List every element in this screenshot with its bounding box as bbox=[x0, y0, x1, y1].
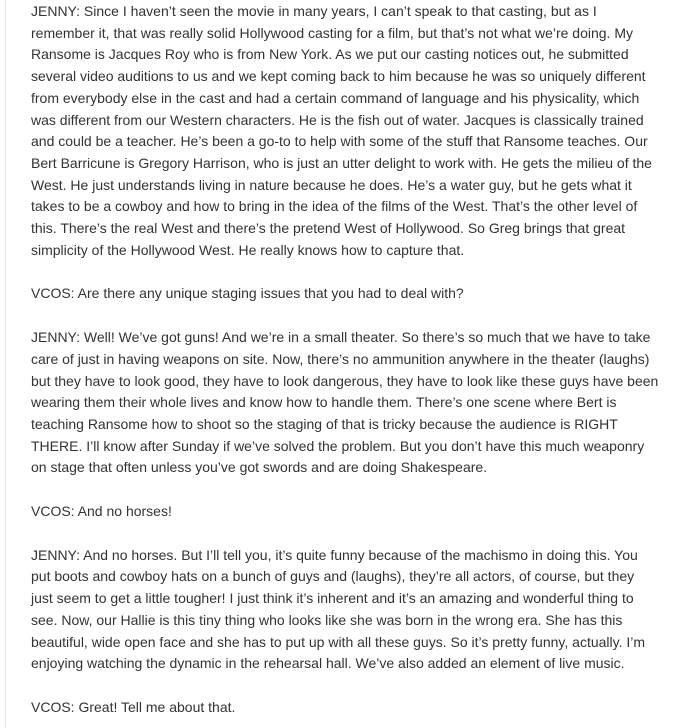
transcript-paragraph: JENNY: Since I haven’t seen the movie in many years, I can’t speak to that casting, but as I remember it, that was really solid Hollywood casting for a film, but that’s not what we’re doing. My Ransome is Jacques Roy who is from New York. As we put our casting notices out, he submitted several video auditions to us and we kept coming back to him because he was so uniquely different from everybody else in the cast and had a certain command of language and his physicality, which was different from our Western characters. He is the fish out of water. Jacques is classically trained and could be a teacher. He’s been a go-to to help with some of the stuff that Ransome teaches. Our Bert Barricune is Gregory Harrison, who is just an utter delight to work with. He gets the milieu of the West. He just understands living in nature because he does. He’s a water guy, but he gets what it takes to be a cowboy and how to bring in the idea of the films of the West. That’s the other level of this. There’s the real West and there’s the pretend West of Hollywood. So Greg brings that great simplicity of the Hollywood West. He really knows how to capture that. bbox=[31, 3, 652, 258]
transcript-paragraph: VCOS: Great! Tell me about that. bbox=[31, 698, 236, 715]
interview-transcript bbox=[31, 1, 659, 719]
transcript-paragraph: JENNY: Well! We’ve got guns! And we’re in a small theater. So there’s so much that we have to take care of just in having weapons on site. Now, there’s no ammunition anywhere in the theater (laughs) but they have to look good, they have to look dangerous, they have to look like these guys have been wearing them their whole lives and know how to handle them. There’s one scene where Bert is teaching Ransome how to shoot so the staging of that is tricky because the audience is RIGHT THERE. I’ll know after Sunday if we’ve solved the problem. But you don’t have this much weaponry on stage that often unless you’ve got swords and are doing Shakespeare. bbox=[31, 329, 659, 476]
transcript-paragraph: JENNY: And no horses. But I’ll tell you, it’s quite funny because of the machismo in doing this. You put boots and cowboy hats on a bunch of guys and (laughs), they’re all actors, of course, but they just seem to get a little tougher! I just think it’s inherent and it’s an amazing and wonderful thing to see. Now, our Hallie is this tiny thing who looks like she was born in the wrong era. She has this beautiful, wide open face and she has to put up with all these guys. So it’s pretty funny, actually. I’m enjoying watching the dynamic in the rehearsal hall. We’ve also added an element of live music. bbox=[31, 546, 646, 672]
transcript-page bbox=[5, 0, 684, 728]
transcript-paragraph: VCOS: Are there any unique staging issues that you had to deal with? bbox=[31, 285, 464, 302]
transcript-paragraph: VCOS: And no horses! bbox=[31, 503, 172, 520]
